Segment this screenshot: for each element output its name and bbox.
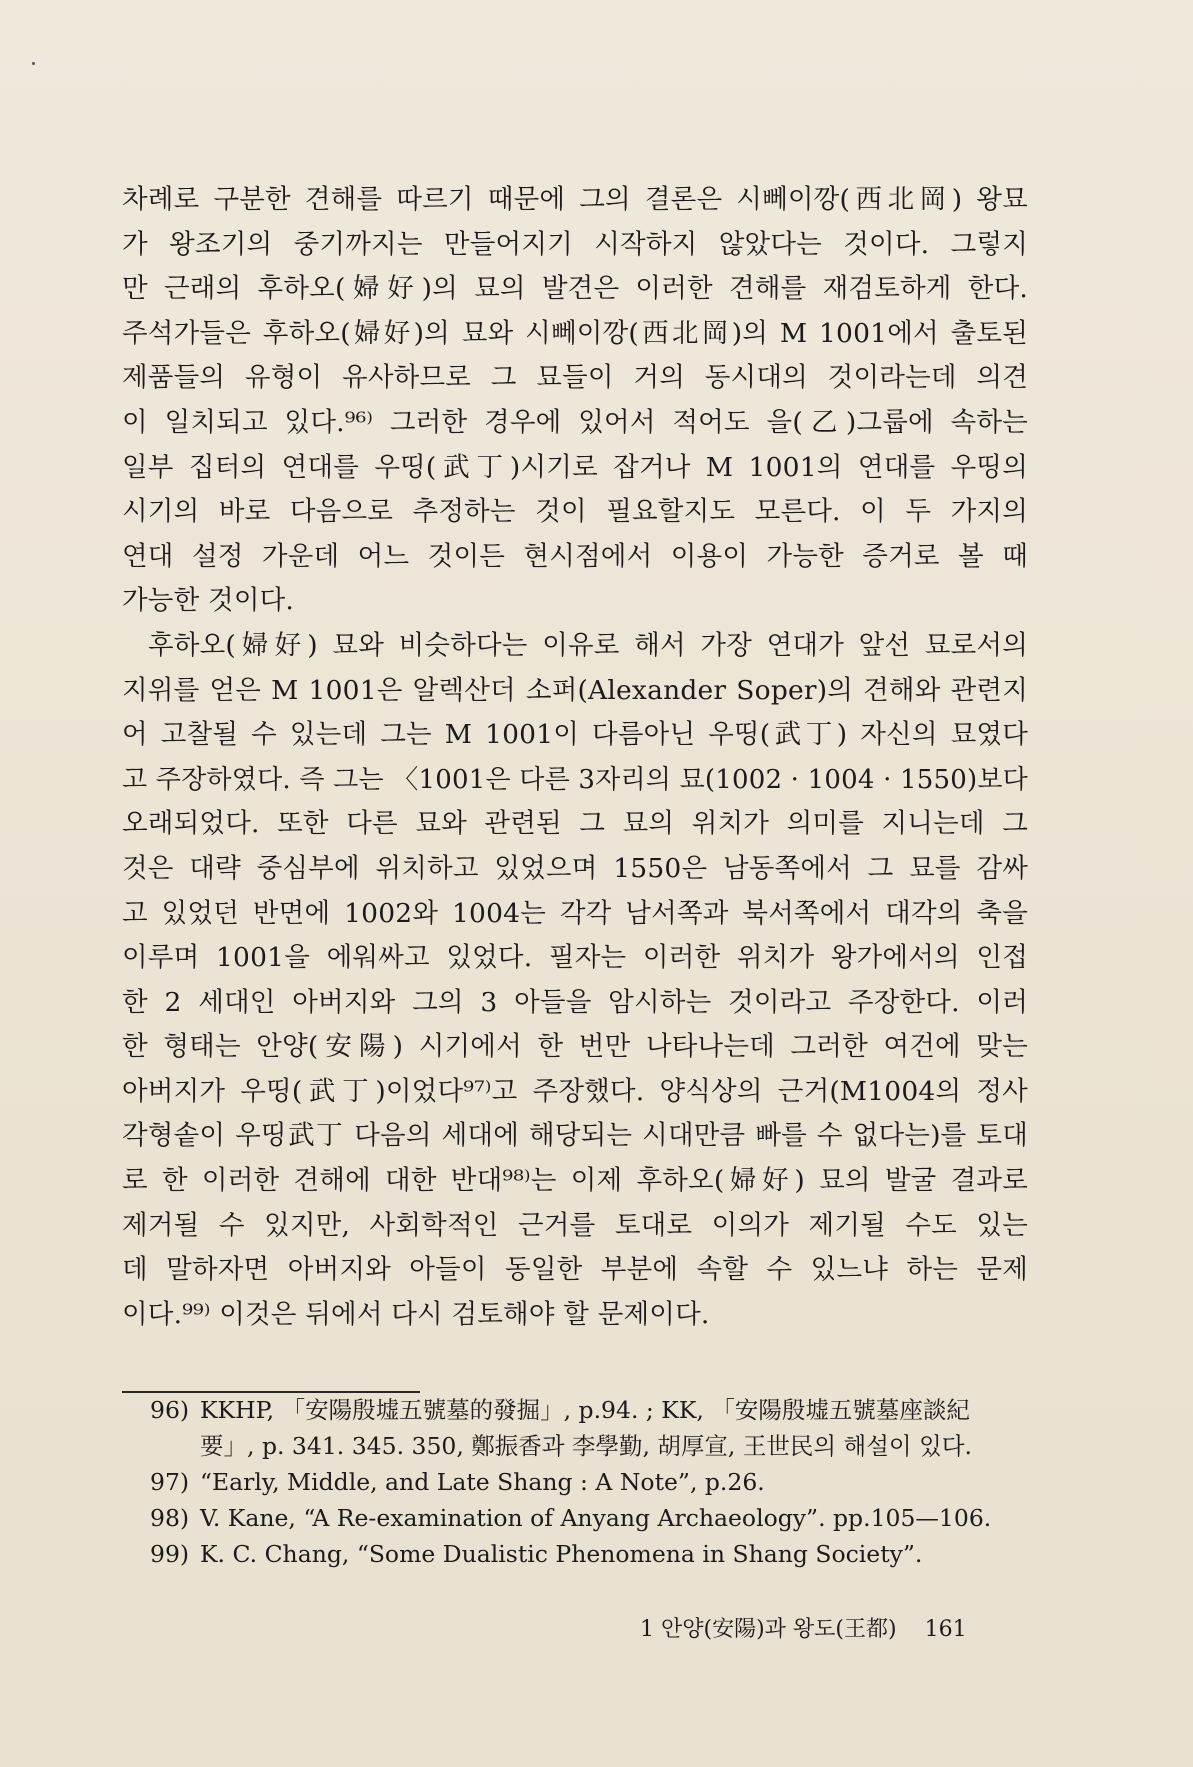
page-speck — [32, 62, 35, 65]
body-line: 연대 설정 가운데 어느 것이든 현시점에서 이용이 가능한 증거로 볼 때 — [122, 540, 1028, 572]
body-line: 로 한 이러한 견해에 대한 반대⁹⁸⁾는 이제 후하오(婦好) 묘의 발굴 결과로 — [122, 1165, 1028, 1197]
footnote — [150, 1392, 1030, 1464]
body-line: 제품들의 유형이 유사하므로 그 묘들이 거의 동시대의 것이라는데 의견 — [122, 362, 1028, 394]
footnote-text: V. Kane, “A Re-examination of Anyang Archaeology”. pp.105—106. — [200, 1504, 992, 1532]
body-line: 가 왕조기의 중기까지는 만들어지기 시작하지 않았다는 것이다. 그렇지 — [122, 228, 1028, 260]
footnote-number: 96) — [150, 1396, 190, 1424]
body-line: 한 형태는 안양(安陽) 시기에서 한 번만 나타나는데 그러한 여건에 맞는 — [122, 1031, 1028, 1063]
body-line: 차례로 구분한 견해를 따르기 때문에 그의 결론은 시뻬이깡(西北岡) 왕묘 — [122, 184, 1028, 215]
body-line: 일부 집터의 연대를 우띵(武丁)시기로 잡거나 M 1001의 연대를 우띵의 — [122, 451, 1028, 483]
body-line: 제거될 수 있지만, 사회학적인 근거를 토대로 이의가 제기될 수도 있는 — [122, 1209, 1028, 1241]
body-line: 어 고찰될 수 있는데 그는 M 1001이 다름아닌 우띵(武丁) 자신의 묘였다 — [122, 719, 1028, 751]
body-line: 가능한 것이다. — [122, 585, 295, 617]
footnote-text: K. C. Chang, “Some Dualistic Phenomena in Shang Society”. — [200, 1540, 923, 1568]
body-line: 오래되었다. 또한 다른 묘와 관련된 그 묘의 위치가 의미를 지니는데 그 — [122, 808, 1028, 840]
page-footer — [640, 1612, 967, 1643]
body-line: 한 2 세대인 아버지와 그의 3 아들을 암시하는 것이라고 주장한다. 이러 — [122, 986, 1028, 1018]
page-number: 161 — [924, 1617, 967, 1642]
body-line: 후하오(婦好) 묘와 비슷하다는 이유로 해서 가장 연대가 앞선 묘로서의 — [148, 629, 1028, 661]
body-line: 이다.⁹⁹⁾ 이것은 뒤에서 다시 검토해야 할 문제이다. — [122, 1298, 710, 1330]
body-line: 아버지가 우띵(武丁)이었다⁹⁷⁾고 주장했다. 양식상의 근거(M1004의 정사 — [122, 1075, 1028, 1107]
body-line: 것은 대략 중심부에 위치하고 있었으며 1550은 남동쪽에서 그 묘를 감싸 — [122, 852, 1028, 884]
footnotes — [150, 1392, 1030, 1572]
footnote — [150, 1500, 1030, 1536]
body-line: 데 말하자면 아버지와 아들이 동일한 부분에 속할 수 있느냐 하는 문제 — [122, 1254, 1028, 1286]
footnote-text: 要」, p. 341. 345. 350, 鄭振香과 李學勤, 胡厚宣, 王世民의 해설이 있다. — [200, 1432, 972, 1460]
body-line: 각형솥이 우띵武丁 다음의 세대에 해당되는 시대만큼 빠를 수 없다는)를 토대 — [122, 1120, 1028, 1152]
body-line: 고 있었던 반면에 1002와 1004는 각각 남서쪽과 북서쪽에서 대각의 축을 — [122, 897, 1028, 929]
footnote-number: 97) — [150, 1468, 190, 1496]
body-text — [122, 178, 1028, 1337]
footnote-text: KKHP, 「安陽殷墟五號墓的發掘」, p.94. ; KK, 「安陽殷墟五號墓座談紀 — [200, 1396, 970, 1424]
body-line: 주석가들은 후하오(婦好)의 묘와 시뻬이깡(西北岡)의 M 1001에서 출토된 — [122, 317, 1028, 349]
body-line: 이루며 1001을 에워싸고 있었다. 필자는 이러한 위치가 왕가에서의 인접 — [122, 942, 1028, 974]
body-line: 이 일치되고 있다.⁹⁶⁾ 그러한 경우에 있어서 적어도 을(乙)그룹에 속하는 — [122, 406, 1028, 438]
footnote-number: 98) — [150, 1504, 190, 1532]
footnote-number: 99) — [150, 1540, 190, 1568]
running-head: 1 안양(安陽)과 왕도(王都) — [640, 1617, 897, 1642]
footnote-text: “Early, Middle, and Late Shang : A Note”, p.26. — [200, 1468, 765, 1496]
body-line: 만 근래의 후하오(婦好)의 묘의 발견은 이러한 견해를 재검토하게 한다. — [122, 273, 1028, 305]
body-line: 고 주장하였다. 즉 그는 〈1001은 다른 3자리의 묘(1002 · 1004 · 1550)보다 — [122, 764, 1028, 795]
footnote — [150, 1536, 1030, 1572]
body-line: 지위를 얻은 M 1001은 알렉산더 소퍼(Alexander Soper)의 견해와 관련지 — [122, 674, 1028, 706]
body-line: 시기의 바로 다음으로 추정하는 것이 필요할지도 모른다. 이 두 가지의 — [122, 496, 1028, 528]
footnote — [150, 1464, 1030, 1500]
